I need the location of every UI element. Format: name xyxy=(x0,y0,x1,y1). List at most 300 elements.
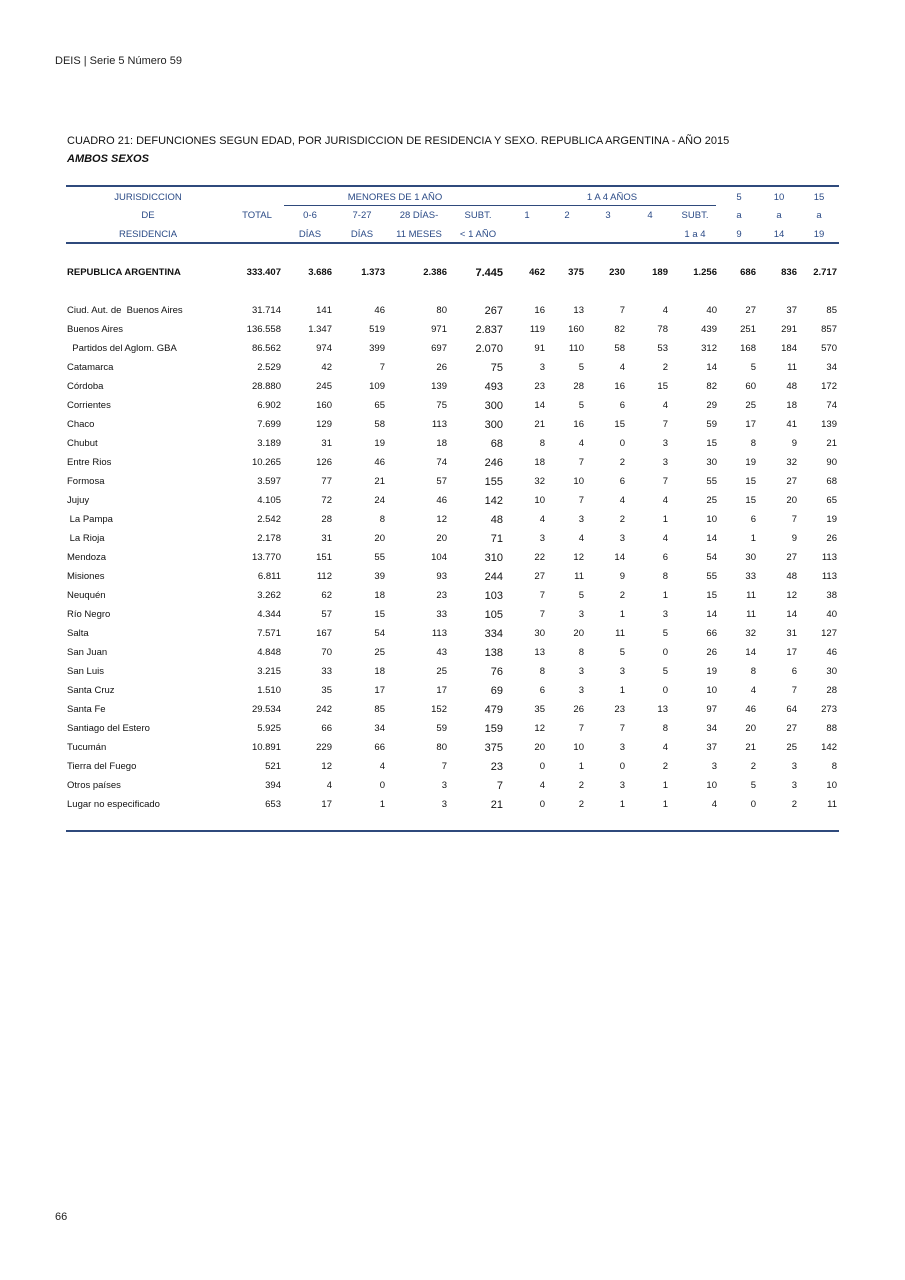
row-jurisdiction-name: La Pampa xyxy=(67,514,113,525)
header-col-1: 1 xyxy=(524,210,530,221)
row-value-col-12: 184 xyxy=(781,343,797,354)
row-value-col-3: 54 xyxy=(374,628,385,639)
row-value-col-5: 493 xyxy=(484,381,503,393)
row-value-col-1: 10.265 xyxy=(251,457,281,468)
row-jurisdiction-name: Entre Rios xyxy=(67,457,112,468)
row-value-col-8: 3 xyxy=(619,666,625,677)
row-value-col-1: 2.542 xyxy=(257,514,281,525)
row-value-col-1: 6.811 xyxy=(257,571,281,582)
row-value-col-10: 34 xyxy=(706,723,717,734)
table-row xyxy=(66,323,839,337)
row-value-col-6: 23 xyxy=(534,381,545,392)
row-value-col-7: 26 xyxy=(573,704,584,715)
row-value-col-2: 3.686 xyxy=(308,267,332,278)
header-col-5-1: 5 xyxy=(736,192,742,203)
row-value-col-7: 2 xyxy=(578,799,584,810)
header-col-subt1: SUBT. xyxy=(464,210,492,221)
row-value-col-4: 59 xyxy=(436,723,447,734)
table-row xyxy=(66,361,839,375)
row-value-col-9: 8 xyxy=(662,571,668,582)
row-value-col-13: 85 xyxy=(826,305,837,316)
row-value-col-13: 26 xyxy=(826,533,837,544)
row-value-col-5: 105 xyxy=(484,609,503,621)
row-value-col-6: 4 xyxy=(539,780,545,791)
row-value-col-12: 48 xyxy=(786,571,797,582)
row-value-col-7: 1 xyxy=(578,761,584,772)
row-value-col-12: 2 xyxy=(791,799,797,810)
row-value-col-5: 267 xyxy=(484,305,503,317)
table-bottom-rule xyxy=(66,830,839,832)
header-col-0-6: 0-6 xyxy=(303,210,317,221)
row-jurisdiction-name: Córdoba xyxy=(67,381,104,392)
row-value-col-5: 334 xyxy=(484,628,503,640)
row-value-col-1: 3.215 xyxy=(257,666,281,677)
row-value-col-12: 41 xyxy=(786,419,797,430)
row-value-col-6: 10 xyxy=(534,495,545,506)
row-value-col-7: 10 xyxy=(573,742,584,753)
row-value-col-5: 246 xyxy=(484,457,503,469)
row-value-col-1: 3.597 xyxy=(257,476,281,487)
row-value-col-1: 136.558 xyxy=(246,324,281,335)
table-row xyxy=(66,570,839,584)
row-value-col-5: 142 xyxy=(484,495,503,507)
row-value-col-6: 462 xyxy=(529,267,545,278)
row-value-col-8: 3 xyxy=(619,780,625,791)
row-value-col-2: 12 xyxy=(321,761,332,772)
row-value-col-11: 168 xyxy=(740,343,756,354)
table-row xyxy=(66,532,839,546)
header-1a4-group: 1 A 4 AÑOS xyxy=(586,192,638,203)
table-row xyxy=(66,342,839,356)
row-value-col-6: 0 xyxy=(539,761,545,772)
row-value-col-8: 0 xyxy=(619,761,625,772)
row-value-col-12: 12 xyxy=(786,590,797,601)
row-value-col-13: 8 xyxy=(831,761,837,772)
row-value-col-3: 85 xyxy=(374,704,385,715)
row-value-col-7: 8 xyxy=(578,647,584,658)
row-value-col-7: 12 xyxy=(573,552,584,563)
header-col-7-27-unit: DÍAS xyxy=(350,229,374,240)
row-value-col-10: 66 xyxy=(706,628,717,639)
row-value-col-1: 4.848 xyxy=(257,647,281,658)
header-col-28: 28 DÍAS- xyxy=(399,210,439,221)
row-value-col-2: 151 xyxy=(316,552,332,563)
row-value-col-5: 300 xyxy=(484,400,503,412)
row-value-col-12: 37 xyxy=(786,305,797,316)
row-value-col-10: 14 xyxy=(706,533,717,544)
row-value-col-4: 23 xyxy=(436,590,447,601)
row-value-col-6: 18 xyxy=(534,457,545,468)
header-col-10-1: 10 xyxy=(773,192,785,203)
row-value-col-9: 1 xyxy=(662,799,668,810)
row-jurisdiction-name: Mendoza xyxy=(67,552,107,563)
row-value-col-2: 167 xyxy=(316,628,332,639)
row-value-col-2: 72 xyxy=(321,495,332,506)
row-value-col-8: 2 xyxy=(619,514,625,525)
row-value-col-10: 14 xyxy=(706,609,717,620)
row-value-col-6: 35 xyxy=(534,704,545,715)
row-value-col-3: 21 xyxy=(374,476,385,487)
row-value-col-4: 26 xyxy=(436,362,447,373)
row-value-col-4: 3 xyxy=(441,799,447,810)
row-value-col-6: 7 xyxy=(539,590,545,601)
row-value-col-11: 5 xyxy=(750,780,756,791)
row-value-col-1: 7.699 xyxy=(257,419,281,430)
row-value-col-7: 4 xyxy=(578,438,584,449)
row-value-col-5: 68 xyxy=(490,438,503,450)
row-value-col-11: 686 xyxy=(740,267,756,278)
row-value-col-7: 160 xyxy=(568,324,584,335)
row-value-col-6: 7 xyxy=(539,609,545,620)
row-value-col-4: 80 xyxy=(436,742,447,753)
row-value-col-9: 4 xyxy=(662,533,668,544)
row-value-col-6: 0 xyxy=(539,799,545,810)
row-value-col-6: 27 xyxy=(534,571,545,582)
row-value-col-10: 54 xyxy=(706,552,717,563)
row-value-col-7: 5 xyxy=(578,362,584,373)
row-value-col-1: 2.178 xyxy=(257,533,281,544)
row-value-col-12: 14 xyxy=(786,609,797,620)
row-value-col-1: 3.262 xyxy=(257,590,281,601)
row-value-col-1: 31.714 xyxy=(251,305,281,316)
row-value-col-12: 25 xyxy=(786,742,797,753)
row-value-col-7: 5 xyxy=(578,400,584,411)
row-value-col-10: 10 xyxy=(706,514,717,525)
row-value-col-4: 33 xyxy=(436,609,447,620)
row-value-col-12: 836 xyxy=(781,267,797,278)
row-value-col-1: 86.562 xyxy=(251,343,281,354)
row-value-col-2: 31 xyxy=(321,533,332,544)
row-value-col-7: 3 xyxy=(578,609,584,620)
row-value-col-9: 1 xyxy=(662,590,668,601)
row-value-col-2: 17 xyxy=(321,799,332,810)
row-value-col-13: 10 xyxy=(826,780,837,791)
row-jurisdiction-name: Tierra del Fuego xyxy=(67,761,137,772)
row-value-col-5: 244 xyxy=(484,571,503,583)
row-value-col-13: 88 xyxy=(826,723,837,734)
row-jurisdiction-name: Ciud. Aut. de Buenos Aires xyxy=(67,305,183,316)
row-value-col-13: 46 xyxy=(826,647,837,658)
row-value-col-10: 55 xyxy=(706,571,717,582)
row-value-col-11: 8 xyxy=(750,666,756,677)
row-value-col-10: 59 xyxy=(706,419,717,430)
row-value-col-1: 394 xyxy=(265,780,281,791)
row-jurisdiction-name: Lugar no especificado xyxy=(67,799,160,810)
row-value-col-1: 333.407 xyxy=(246,267,281,278)
row-value-col-3: 18 xyxy=(374,666,385,677)
row-value-col-10: 97 xyxy=(706,704,717,715)
row-value-col-3: 66 xyxy=(374,742,385,753)
header-bottom-rule xyxy=(66,242,839,244)
row-value-col-10: 40 xyxy=(706,305,717,316)
row-value-col-7: 3 xyxy=(578,666,584,677)
row-value-col-9: 4 xyxy=(662,742,668,753)
row-jurisdiction-name: Jujuy xyxy=(67,495,90,506)
row-value-col-4: 17 xyxy=(436,685,447,696)
row-value-col-13: 68 xyxy=(826,476,837,487)
row-value-col-9: 15 xyxy=(657,381,668,392)
row-value-col-3: 4 xyxy=(379,761,385,772)
table-row xyxy=(66,513,839,527)
row-value-col-9: 4 xyxy=(662,495,668,506)
row-value-col-11: 30 xyxy=(745,552,756,563)
row-value-col-2: 70 xyxy=(321,647,332,658)
row-value-col-9: 53 xyxy=(657,343,668,354)
row-value-col-9: 0 xyxy=(662,685,668,696)
row-value-col-4: 57 xyxy=(436,476,447,487)
row-value-col-9: 189 xyxy=(652,267,668,278)
row-value-col-8: 4 xyxy=(619,362,625,373)
table-row xyxy=(66,741,839,755)
row-value-col-10: 3 xyxy=(711,761,717,772)
row-value-col-11: 0 xyxy=(750,799,756,810)
row-value-col-8: 4 xyxy=(619,495,625,506)
row-value-col-9: 78 xyxy=(657,324,668,335)
group-header-rule xyxy=(284,205,716,206)
row-value-col-3: 18 xyxy=(374,590,385,601)
row-value-col-5: 159 xyxy=(484,723,503,735)
row-value-col-4: 46 xyxy=(436,495,447,506)
row-value-col-7: 3 xyxy=(578,514,584,525)
row-value-col-3: 20 xyxy=(374,533,385,544)
row-value-col-11: 25 xyxy=(745,400,756,411)
row-value-col-8: 23 xyxy=(614,704,625,715)
row-value-col-9: 13 xyxy=(657,704,668,715)
row-value-col-1: 13.770 xyxy=(251,552,281,563)
row-value-col-6: 20 xyxy=(534,742,545,753)
row-value-col-3: 15 xyxy=(374,609,385,620)
header-col-subt2-unit: 1 a 4 xyxy=(684,229,706,240)
header-col-3: 3 xyxy=(605,210,611,221)
table-row xyxy=(66,646,839,660)
row-value-col-6: 3 xyxy=(539,362,545,373)
row-value-col-12: 27 xyxy=(786,476,797,487)
row-value-col-2: 57 xyxy=(321,609,332,620)
header-col-0-6-unit: DÍAS xyxy=(298,229,322,240)
row-value-col-13: 127 xyxy=(821,628,837,639)
row-value-col-3: 17 xyxy=(374,685,385,696)
row-value-col-13: 28 xyxy=(826,685,837,696)
header-col-10-3: 14 xyxy=(773,229,785,240)
row-value-col-8: 0 xyxy=(619,438,625,449)
row-value-col-4: 20 xyxy=(436,533,447,544)
table-top-rule xyxy=(66,185,839,187)
row-value-col-5: 69 xyxy=(490,685,503,697)
row-value-col-10: 439 xyxy=(701,324,717,335)
row-value-col-13: 34 xyxy=(826,362,837,373)
row-value-col-2: 66 xyxy=(321,723,332,734)
row-value-col-10: 37 xyxy=(706,742,717,753)
row-value-col-12: 32 xyxy=(786,457,797,468)
row-value-col-13: 857 xyxy=(821,324,837,335)
row-value-col-7: 4 xyxy=(578,533,584,544)
row-value-col-3: 7 xyxy=(379,362,385,373)
row-value-col-6: 91 xyxy=(534,343,545,354)
row-value-col-1: 6.902 xyxy=(257,400,281,411)
row-value-col-11: 17 xyxy=(745,419,756,430)
row-value-col-9: 5 xyxy=(662,666,668,677)
row-value-col-1: 10.891 xyxy=(251,742,281,753)
header-col-4: 4 xyxy=(647,210,653,221)
row-value-col-11: 15 xyxy=(745,495,756,506)
row-value-col-10: 29 xyxy=(706,400,717,411)
row-value-col-4: 75 xyxy=(436,400,447,411)
table-row xyxy=(66,684,839,698)
row-value-col-5: 103 xyxy=(484,590,503,602)
row-jurisdiction-name: Buenos Aires xyxy=(67,324,123,335)
row-jurisdiction-name: Otros países xyxy=(67,780,121,791)
row-value-col-2: 77 xyxy=(321,476,332,487)
row-value-col-11: 8 xyxy=(750,438,756,449)
row-value-col-10: 10 xyxy=(706,685,717,696)
row-value-col-5: 23 xyxy=(490,761,503,773)
table-title: CUADRO 21: DEFUNCIONES SEGUN EDAD, POR JURISDICCION DE RESIDENCIA Y SEXO. REPUBLICA ARGENTINA - AÑO 2015 xyxy=(67,135,730,147)
row-value-col-4: 12 xyxy=(436,514,447,525)
row-value-col-11: 11 xyxy=(746,590,756,601)
row-value-col-4: 697 xyxy=(431,343,447,354)
row-value-col-12: 7 xyxy=(791,514,797,525)
row-value-col-13: 139 xyxy=(821,419,837,430)
row-value-col-6: 3 xyxy=(539,533,545,544)
row-value-col-11: 14 xyxy=(745,647,756,658)
row-value-col-1: 5.925 xyxy=(257,723,281,734)
row-value-col-13: 113 xyxy=(821,552,837,563)
table-row xyxy=(66,399,839,413)
row-value-col-4: 43 xyxy=(436,647,447,658)
row-value-col-7: 13 xyxy=(573,305,584,316)
row-value-col-9: 0 xyxy=(662,647,668,658)
row-value-col-11: 6 xyxy=(750,514,756,525)
row-value-col-6: 13 xyxy=(534,647,545,658)
row-value-col-9: 4 xyxy=(662,400,668,411)
row-value-col-12: 9 xyxy=(791,533,797,544)
row-value-col-6: 14 xyxy=(534,400,545,411)
header-total: TOTAL xyxy=(242,210,272,221)
row-value-col-1: 1.510 xyxy=(257,685,281,696)
row-value-col-7: 3 xyxy=(578,685,584,696)
row-value-col-12: 11 xyxy=(787,362,797,373)
header-col-2: 2 xyxy=(564,210,570,221)
row-value-col-1: 2.529 xyxy=(257,362,281,373)
row-value-col-4: 113 xyxy=(431,419,447,430)
row-value-col-7: 16 xyxy=(573,419,584,430)
row-value-col-2: 35 xyxy=(321,685,332,696)
row-value-col-10: 312 xyxy=(701,343,717,354)
row-value-col-8: 14 xyxy=(614,552,625,563)
row-value-col-3: 0 xyxy=(379,780,385,791)
row-value-col-8: 11 xyxy=(615,628,625,639)
row-value-col-8: 58 xyxy=(614,343,625,354)
table-row xyxy=(66,304,839,318)
row-value-col-13: 172 xyxy=(821,381,837,392)
row-value-col-9: 1 xyxy=(662,780,668,791)
row-value-col-11: 32 xyxy=(745,628,756,639)
row-value-col-4: 971 xyxy=(431,324,447,335)
row-value-col-5: 48 xyxy=(490,514,503,526)
row-value-col-10: 82 xyxy=(706,381,717,392)
row-value-col-5: 71 xyxy=(490,533,503,545)
row-value-col-5: 76 xyxy=(490,666,503,678)
row-value-col-1: 28.880 xyxy=(251,381,281,392)
row-value-col-13: 570 xyxy=(821,343,837,354)
row-value-col-5: 21 xyxy=(490,799,503,811)
row-value-col-11: 60 xyxy=(745,381,756,392)
header-jurisdiccion-2: DE xyxy=(141,210,155,221)
table-row xyxy=(66,760,839,774)
row-value-col-8: 82 xyxy=(614,324,625,335)
row-value-col-6: 30 xyxy=(534,628,545,639)
header-col-7-27: 7-27 xyxy=(352,210,372,221)
row-value-col-12: 7 xyxy=(791,685,797,696)
row-jurisdiction-name: Santa Cruz xyxy=(67,685,115,696)
row-value-col-8: 2 xyxy=(619,590,625,601)
row-value-col-9: 4 xyxy=(662,305,668,316)
row-jurisdiction-name: Neuquén xyxy=(67,590,106,601)
total-row xyxy=(66,266,839,280)
header-col-5-2: a xyxy=(736,210,742,221)
row-jurisdiction-name: San Juan xyxy=(67,647,108,658)
row-value-col-12: 3 xyxy=(791,780,797,791)
row-value-col-1: 29.534 xyxy=(251,704,281,715)
row-value-col-12: 64 xyxy=(786,704,797,715)
row-value-col-10: 1.256 xyxy=(693,267,717,278)
table-subtitle: AMBOS SEXOS xyxy=(67,153,149,165)
row-value-col-2: 242 xyxy=(316,704,332,715)
row-jurisdiction-name: Salta xyxy=(67,628,89,639)
header-col-15-1: 15 xyxy=(813,192,825,203)
row-value-col-7: 110 xyxy=(568,343,584,354)
row-value-col-5: 155 xyxy=(484,476,503,488)
row-value-col-3: 24 xyxy=(374,495,385,506)
row-jurisdiction-name: Formosa xyxy=(67,476,105,487)
row-value-col-3: 25 xyxy=(374,647,385,658)
row-value-col-2: 4 xyxy=(326,780,332,791)
row-value-col-3: 34 xyxy=(374,723,385,734)
row-value-col-11: 21 xyxy=(745,742,756,753)
row-value-col-13: 11 xyxy=(827,799,837,810)
row-value-col-5: 479 xyxy=(484,704,503,716)
row-value-col-3: 1.373 xyxy=(361,267,385,278)
row-value-col-10: 30 xyxy=(706,457,717,468)
row-value-col-8: 7 xyxy=(619,305,625,316)
row-value-col-13: 113 xyxy=(821,571,837,582)
row-value-col-11: 46 xyxy=(745,704,756,715)
table-row xyxy=(66,722,839,736)
row-value-col-4: 2.386 xyxy=(423,267,447,278)
row-value-col-11: 2 xyxy=(750,761,756,772)
row-value-col-8: 5 xyxy=(619,647,625,658)
row-value-col-4: 139 xyxy=(431,381,447,392)
row-value-col-11: 19 xyxy=(745,457,756,468)
row-value-col-8: 3 xyxy=(619,742,625,753)
row-value-col-4: 93 xyxy=(436,571,447,582)
row-value-col-11: 33 xyxy=(745,571,756,582)
row-value-col-1: 7.571 xyxy=(257,628,281,639)
table-row xyxy=(66,494,839,508)
table-row xyxy=(66,456,839,470)
running-header: DEIS | Serie 5 Número 59 xyxy=(55,55,182,67)
row-value-col-11: 27 xyxy=(745,305,756,316)
row-value-col-7: 10 xyxy=(573,476,584,487)
row-value-col-2: 141 xyxy=(316,305,332,316)
table-row xyxy=(66,589,839,603)
row-value-col-6: 8 xyxy=(539,666,545,677)
table-row xyxy=(66,418,839,432)
row-value-col-9: 3 xyxy=(662,438,668,449)
row-value-col-2: 129 xyxy=(316,419,332,430)
row-jurisdiction-name: Chaco xyxy=(67,419,95,430)
header-col-15-2: a xyxy=(816,210,822,221)
